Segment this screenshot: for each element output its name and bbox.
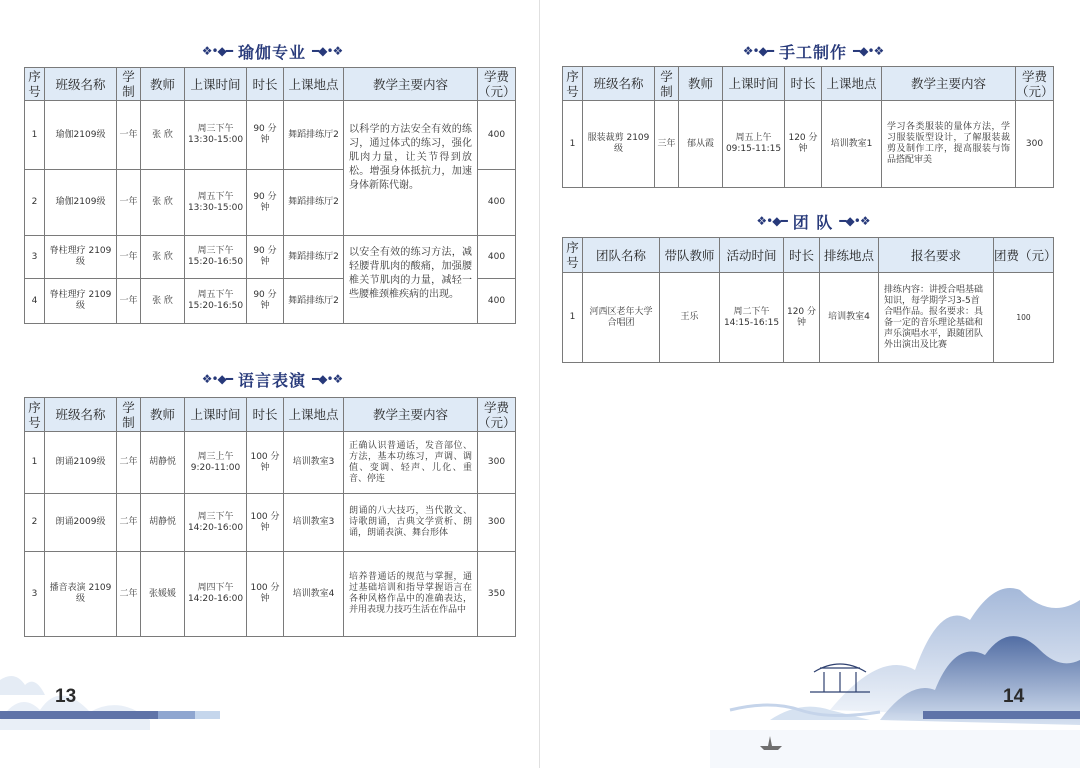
header-content: 教学主要内容: [882, 67, 1016, 101]
cell-duration: 100 分钟: [247, 432, 284, 494]
cell-class-name: 瑜伽2109级: [45, 101, 117, 170]
yoga-header-row: [25, 68, 516, 101]
header-time: 上课时间: [185, 398, 247, 432]
cell-location: 舞蹈排练厅2: [284, 279, 344, 324]
cell-time: 周五下午 15:20-16:50: [185, 279, 247, 324]
language-header-row: [25, 398, 516, 432]
cell-duration: 90 分钟: [247, 170, 284, 236]
cell-class-name: 瑜伽2109级: [45, 170, 117, 236]
table-row: [563, 273, 1054, 363]
cell-duration: 100 分钟: [247, 494, 284, 552]
header-team-name: 团队名称: [583, 238, 660, 273]
cell-teacher: 张 欣: [141, 279, 185, 324]
cell-time: 周三上午 9:20-11:00: [185, 432, 247, 494]
header-teacher: 教师: [679, 67, 723, 101]
cell-fee: 300: [478, 494, 516, 552]
cell-fee: 300: [1016, 101, 1054, 188]
header-content: 教学主要内容: [344, 68, 478, 101]
team-title-text: 团 队: [792, 212, 834, 232]
header-location: 上课地点: [284, 398, 344, 432]
header-team-fee: 团费（元）: [994, 238, 1054, 273]
yoga-section-title: [140, 41, 404, 61]
cell-class-name: 播音表演 2109级: [45, 552, 117, 637]
yoga-title-text: 瑜伽专业: [237, 42, 306, 62]
footer-bar-light: [195, 711, 220, 719]
header-class-name: 班级名称: [45, 398, 117, 432]
cell-location: 舞蹈排练厅2: [284, 170, 344, 236]
ornament-right-icon: ━◆•❖: [312, 44, 343, 58]
cell-location: 培训教室3: [284, 494, 344, 552]
cell-team-fee: 100: [994, 273, 1054, 363]
ornament-left-icon: ❖•◆━: [201, 372, 232, 386]
header-duration: 时长: [785, 67, 822, 101]
language-section-title: [140, 369, 404, 389]
header-activity-time: 活动时间: [720, 238, 784, 273]
cell-time: 周五上午 09:15-11:15: [723, 101, 785, 188]
cell-fee: 300: [478, 432, 516, 494]
header-teacher: 教师: [141, 398, 185, 432]
header-time: 上课时间: [185, 68, 247, 101]
cell-location: 培训教室3: [284, 432, 344, 494]
cell-teacher: 郁从霞: [679, 101, 723, 188]
cell-no: 3: [25, 552, 45, 637]
page-number-right: 14: [1003, 686, 1025, 707]
table-row: [563, 101, 1054, 188]
cell-fee: 350: [478, 552, 516, 637]
footer-bar-right: [923, 711, 1080, 719]
cell-years: 二年: [117, 494, 141, 552]
cell-duration: 120 分钟: [784, 273, 820, 363]
cell-lead-teacher: 王乐: [660, 273, 720, 363]
yoga-table: [24, 67, 516, 324]
cell-years: 二年: [117, 432, 141, 494]
handcraft-section-title: [718, 41, 908, 61]
cell-no: 4: [25, 279, 45, 324]
cell-duration: 100 分钟: [247, 552, 284, 637]
header-class-name: 班级名称: [583, 67, 655, 101]
cell-location: 培训教室4: [284, 552, 344, 637]
cell-years: 二年: [117, 552, 141, 637]
ornament-left-icon: ❖•◆━: [742, 44, 773, 58]
cell-rehearsal-location: 培训教室4: [820, 273, 879, 363]
cell-duration: 90 分钟: [247, 101, 284, 170]
cell-teacher: 张 欣: [141, 236, 185, 279]
footer-bar-dark: [0, 711, 158, 719]
cell-content: 正确认识普通话，发音部位、方法，基本功练习，声调、调值、变调、轻声、儿化、重音、停连: [344, 432, 478, 494]
cell-activity-time: 周二下午 14:15-16:15: [720, 273, 784, 363]
header-time: 上课时间: [723, 67, 785, 101]
header-years: 学制: [655, 67, 679, 101]
team-header-row: [563, 238, 1054, 273]
language-table: [24, 397, 516, 637]
cell-no: 2: [25, 170, 45, 236]
handcraft-header-row: [563, 67, 1054, 101]
ornament-right-icon: ━◆•❖: [853, 44, 884, 58]
header-lead-teacher: 带队教师: [660, 238, 720, 273]
header-no: 序号: [25, 398, 45, 432]
header-teacher: 教师: [141, 68, 185, 101]
handcraft-table: [562, 66, 1054, 188]
cell-duration: 120 分钟: [785, 101, 822, 188]
cell-years: 一年: [117, 101, 141, 170]
landscape-painting-decoration: [710, 560, 1080, 768]
header-location: 上课地点: [284, 68, 344, 101]
cell-teacher: 张媛媛: [141, 552, 185, 637]
cell-content: 学习各类服装的量体方法，学习服装版型设计，了解服装裁剪及制作工序，提高服装与饰品搭配审美: [882, 101, 1016, 188]
table-row: [25, 101, 516, 170]
header-content: 教学主要内容: [344, 398, 478, 432]
cell-years: 一年: [117, 279, 141, 324]
page-number-left: 13: [55, 686, 77, 707]
cell-content: 培养普通话的规范与掌握，通过基础培训和指导掌握语言在各种风格作品中的准确表达，并用表现力技巧生活在作品中: [344, 552, 478, 637]
cell-class-name: 脊柱理疗 2109级: [45, 236, 117, 279]
cell-requirement: 排练内容：讲授合唱基础知识，每学期学习3-5首合唱作品。报名要求：具备一定的音乐理论基础和声乐演唱水平，跟随团队外出演出及比赛: [879, 273, 994, 363]
cell-time: 周五下午 13:30-15:00: [185, 170, 247, 236]
cell-fee: 400: [478, 170, 516, 236]
table-row: [25, 236, 516, 279]
cell-fee: 400: [478, 279, 516, 324]
cell-fee: 400: [478, 101, 516, 170]
footer-bar-mid: [158, 711, 195, 719]
cell-no: 1: [25, 101, 45, 170]
cell-teacher: 张 欣: [141, 170, 185, 236]
header-no: 序号: [563, 67, 583, 101]
cell-years: 一年: [117, 236, 141, 279]
cell-no: 3: [25, 236, 45, 279]
header-years: 学制: [117, 68, 141, 101]
cell-class-name: 朗诵2009级: [45, 494, 117, 552]
team-section-title: [718, 211, 908, 231]
cell-content: 以安全有效的练习方法，减轻腰背肌肉的酸痛，加强腰椎关节肌肉的力量，减轻一些腰椎颈椎疾病的出现。: [344, 236, 478, 324]
ornament-left-icon: ❖•◆━: [756, 214, 787, 228]
header-fee: 学费（元）: [1016, 68, 1054, 99]
team-table: [562, 237, 1057, 363]
cell-no: 1: [563, 273, 583, 363]
header-class-name: 班级名称: [45, 68, 117, 101]
cell-fee: 400: [478, 236, 516, 279]
cell-no: 1: [25, 432, 45, 494]
right-page: [540, 0, 1080, 768]
ornament-left-icon: ❖•◆━: [201, 44, 232, 58]
cell-duration: 90 分钟: [247, 236, 284, 279]
cell-location: 培训教室1: [822, 101, 882, 188]
cell-no: 1: [563, 101, 583, 188]
header-location: 上课地点: [822, 67, 882, 101]
table-row: [25, 494, 516, 552]
cell-no: 2: [25, 494, 45, 552]
cell-time: 周四下午 14:20-16:00: [185, 552, 247, 637]
cell-class-name: 朗诵2109级: [45, 432, 117, 494]
header-duration: 时长: [247, 398, 284, 432]
ornament-right-icon: ━◆•❖: [312, 372, 343, 386]
cell-time: 周三下午 13:30-15:00: [185, 101, 247, 170]
header-rehearsal-location: 排练地点: [820, 238, 879, 273]
cell-teacher: 胡静悦: [141, 494, 185, 552]
handcraft-title-text: 手工制作: [778, 42, 847, 62]
cell-time: 周三下午 15:20-16:50: [185, 236, 247, 279]
header-fee: 学费（元）: [478, 69, 516, 99]
cell-years: 三年: [655, 101, 679, 188]
cell-teacher: 胡静悦: [141, 432, 185, 494]
cell-location: 舞蹈排练厅2: [284, 236, 344, 279]
cell-content: 朗诵的八大技巧，当代散文、诗歌朗诵，古典文学赏析、朗诵，朗诵表演、舞台形体: [344, 494, 478, 552]
cell-years: 一年: [117, 170, 141, 236]
cell-location: 舞蹈排练厅2: [284, 101, 344, 170]
cell-time: 周三下午 14:20-16:00: [185, 494, 247, 552]
cell-class-name: 服装裁剪 2109级: [583, 101, 655, 188]
header-duration: 时长: [247, 68, 284, 101]
cell-team-name: 河西区老年大学 合唱团: [583, 273, 660, 363]
ornament-right-icon: ━◆•❖: [839, 214, 870, 228]
cell-teacher: 张 欣: [141, 101, 185, 170]
table-row: [25, 432, 516, 494]
header-requirement: 报名要求: [879, 238, 994, 273]
table-row: [25, 552, 516, 637]
header-duration: 时长: [784, 238, 820, 273]
cell-duration: 90 分钟: [247, 279, 284, 324]
language-title-text: 语言表演: [237, 370, 306, 390]
cell-class-name: 脊柱理疗 2109级: [45, 279, 117, 324]
header-no: 序号: [25, 68, 45, 101]
cell-content: 以科学的方法安全有效的练习，通过体式的练习，强化肌肉力量，让关节得到放松。增强身体抵抗力，加速身体新陈代谢。: [344, 101, 478, 236]
header-no: 序号: [563, 238, 583, 273]
header-years: 学制: [117, 398, 141, 432]
header-fee: 学费（元）: [478, 399, 516, 430]
